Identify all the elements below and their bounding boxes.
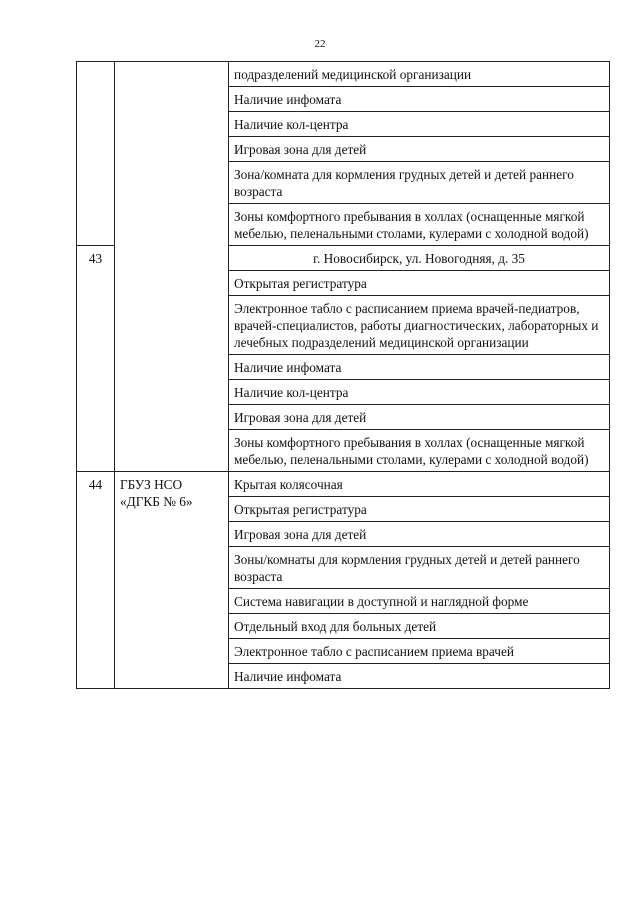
facility-cell: Наличие кол-центра	[229, 380, 610, 405]
facility-cell: подразделений медицинской организации	[229, 62, 610, 87]
facility-cell: Крытая колясочная	[229, 472, 610, 497]
org-cell-43	[115, 246, 229, 472]
facility-cell: Открытая регистратура	[229, 271, 610, 296]
org-name-line1: ГБУЗ НСО	[120, 477, 183, 492]
org-name-line2: «ДГКБ № 6»	[120, 494, 193, 509]
table-row	[77, 62, 610, 87]
facility-cell: Наличие кол-центра	[229, 112, 610, 137]
facility-cell: Игровая зона для детей	[229, 522, 610, 547]
facility-cell: Наличие инфомата	[229, 664, 610, 689]
facility-cell: Игровая зона для детей	[229, 405, 610, 430]
facility-cell: Зоны комфортного пребывания в холлах (оснащенные мягкой мебелью, пеленальными столами, кулерами с холодной водой)	[229, 204, 610, 246]
facility-cell: Зоны комфортного пребывания в холлах (оснащенные мягкой мебелью, пеленальными столами, кулерами с холодной водой)	[229, 430, 610, 472]
facility-cell: Открытая регистратура	[229, 497, 610, 522]
table-row	[77, 472, 610, 497]
facility-cell: Электронное табло с расписанием приема врачей	[229, 639, 610, 664]
facility-cell: Зона/комната для кормления грудных детей и детей раннего возраста	[229, 162, 610, 204]
facility-cell: Отдельный вход для больных детей	[229, 614, 610, 639]
facility-cell: Наличие инфомата	[229, 87, 610, 112]
entry-number-43: 43	[77, 246, 115, 472]
number-cell-blank	[77, 62, 115, 246]
facility-cell: Игровая зона для детей	[229, 137, 610, 162]
facility-cell: Зоны/комнаты для кормления грудных детей и детей раннего возраста	[229, 547, 610, 589]
facility-cell: Электронное табло с расписанием приема врачей-педиатров, врачей-специалистов, работы диагностических, лабораторных и лечебных подразделений медицинской организации	[229, 296, 610, 355]
table-row	[77, 246, 610, 271]
facility-cell: Система навигации в доступной и наглядной форме	[229, 589, 610, 614]
org-cell-blank	[115, 62, 229, 246]
page-number: 22	[314, 38, 326, 50]
address-cell: г. Новосибирск, ул. Новогодняя, д. 35	[229, 246, 610, 271]
facility-cell: Наличие инфомата	[229, 355, 610, 380]
facilities-table	[76, 61, 610, 689]
entry-number-44: 44	[77, 472, 115, 689]
org-cell-44	[115, 472, 229, 689]
